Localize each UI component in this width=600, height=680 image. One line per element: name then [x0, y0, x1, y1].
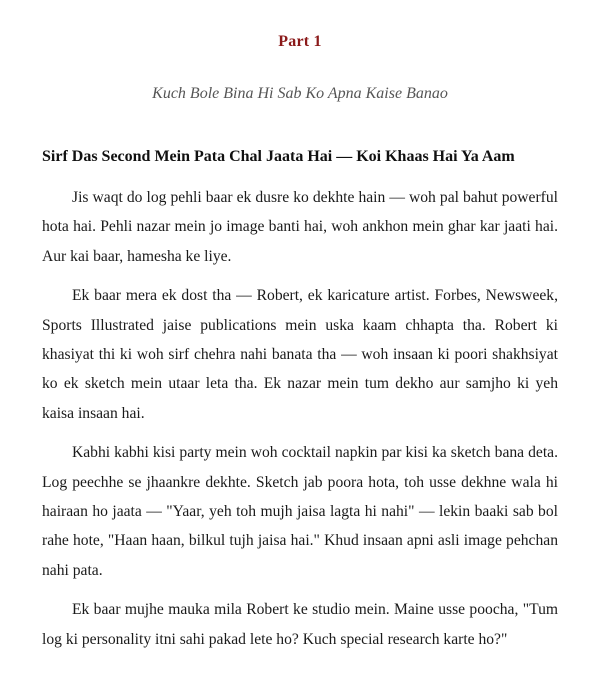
part-label: Part 1: [278, 33, 322, 50]
paragraph: Jis waqt do log pehli baar ek dusre ko dekhte hain — woh pal bahut powerful hota hai. Pehli nazar mein jo image banti hai, woh ankhon mein ghar kar jaati hai. Aur kai baar, hamesha ke liye.: [42, 189, 558, 265]
paragraph: Ek baar mera ek dost tha — Robert, ek karicature artist. Forbes, Newsweek, Sports Illustrated jaise publications mein uska kaam chhapta tha. Robert ki khasiyat thi ki woh sirf chehra nahi banata tha — woh insaan ki poori shakhsiyat ko ek sketch mein utaar leta tha. Ek nazar mein tum dekho aur samjho ki yeh kaisa insaan hai.: [42, 287, 558, 422]
body-text: [42, 183, 558, 664]
paragraph: Ek baar mujhe mauka mila Robert ke studio mein. Maine usse poocha, "Tum log ki personality itni sahi pakad lete ho? Kuch special research karte ho?": [42, 601, 558, 648]
section-heading: Sirf Das Second Mein Pata Chal Jaata Hai — Koi Khaas Hai Ya Aam: [42, 148, 515, 165]
paragraph: Kabhi kabhi kisi party mein woh cocktail napkin par kisi ka sketch bana deta. Log peechhe se jhaankre dekhte. Sketch jab poora hota, toh usse dekhne wala hi hairaan ho jaata — "Yaar, yeh toh mujh jaisa lagta hi nahi" — lekin baaki sab bol rahe hote, "Haan haan, bilkul tujh jaisa hai." Khud insaan apni asli image pehchan nahi pata.: [42, 444, 558, 579]
chapter-subtitle: Kuch Bole Bina Hi Sab Ko Apna Kaise Banao: [152, 85, 448, 102]
